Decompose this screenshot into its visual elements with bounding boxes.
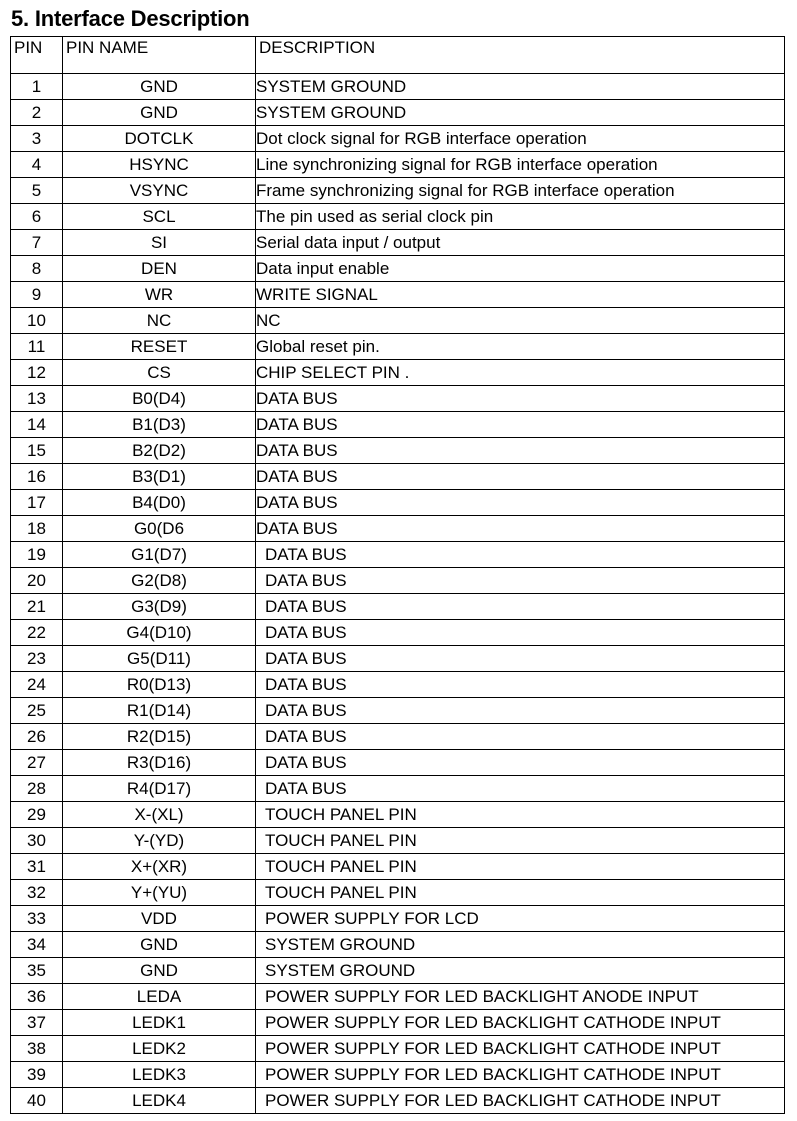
pin-description: Line synchronizing signal for RGB interface operation [256,152,785,178]
pin-name: B3(D1) [63,464,256,490]
pin-number: 4 [11,152,63,178]
table-row [11,1088,785,1114]
pin-name: G2(D8) [63,568,256,594]
pin-description: TOUCH PANEL PIN [256,802,785,828]
pin-description: DATA BUS [256,542,785,568]
table-row [11,828,785,854]
table-row [11,646,785,672]
pin-number: 2 [11,100,63,126]
table-row [11,308,785,334]
table-row [11,360,785,386]
pin-name: G0(D6 [63,516,256,542]
table-row [11,984,785,1010]
pin-number: 36 [11,984,63,1010]
pin-name: B1(D3) [63,412,256,438]
pin-description: DATA BUS [256,516,785,542]
table-row [11,100,785,126]
table-row [11,152,785,178]
table-row [11,776,785,802]
pin-number: 40 [11,1088,63,1114]
table-row [11,958,785,984]
table-row [11,672,785,698]
pin-name: RESET [63,334,256,360]
pin-description: DATA BUS [256,490,785,516]
pin-description: DATA BUS [256,672,785,698]
pin-name: Y+(YU) [63,880,256,906]
pin-description: NC [256,308,785,334]
pin-number: 22 [11,620,63,646]
table-row [11,750,785,776]
header-pin: PIN [11,37,63,74]
table-row [11,724,785,750]
pin-description: The pin used as serial clock pin [256,204,785,230]
pin-description: WRITE SIGNAL [256,282,785,308]
table-row [11,282,785,308]
pin-description: DATA BUS [256,568,785,594]
pin-name: NC [63,308,256,334]
pin-description: POWER SUPPLY FOR LED BACKLIGHT CATHODE INPUT [256,1062,785,1088]
table-row [11,542,785,568]
pin-description: DATA BUS [256,412,785,438]
pin-name: R3(D16) [63,750,256,776]
table-row [11,802,785,828]
pin-number: 21 [11,594,63,620]
pin-number: 18 [11,516,63,542]
pin-number: 38 [11,1036,63,1062]
table-row [11,464,785,490]
pin-description: DATA BUS [256,386,785,412]
pin-description: DATA BUS [256,620,785,646]
table-row [11,1062,785,1088]
header-description: DESCRIPTION [256,37,785,74]
table-row [11,74,785,100]
pin-number: 26 [11,724,63,750]
pin-description: DATA BUS [256,464,785,490]
table-row [11,230,785,256]
pin-description: DATA BUS [256,646,785,672]
pin-name: SCL [63,204,256,230]
pin-description: POWER SUPPLY FOR LED BACKLIGHT CATHODE INPUT [256,1088,785,1114]
table-row [11,256,785,282]
pin-name: LEDA [63,984,256,1010]
pin-description: POWER SUPPLY FOR LCD [256,906,785,932]
pin-description: SYSTEM GROUND [256,100,785,126]
pin-number: 37 [11,1010,63,1036]
pin-name: B0(D4) [63,386,256,412]
pin-number: 23 [11,646,63,672]
pin-number: 14 [11,412,63,438]
pin-number: 32 [11,880,63,906]
page-title: 5. Interface Description [11,6,250,31]
pin-name: B4(D0) [63,490,256,516]
pin-description: DATA BUS [256,698,785,724]
pin-description: TOUCH PANEL PIN [256,854,785,880]
pin-name: G5(D11) [63,646,256,672]
pin-number: 8 [11,256,63,282]
pin-number: 5 [11,178,63,204]
pin-number: 11 [11,334,63,360]
pin-number: 28 [11,776,63,802]
table-row [11,932,785,958]
table-row [11,204,785,230]
pin-number: 3 [11,126,63,152]
pin-description: DATA BUS [256,724,785,750]
pin-number: 1 [11,74,63,100]
pin-description: DATA BUS [256,438,785,464]
pin-description: Global reset pin. [256,334,785,360]
table-header-row [11,37,785,74]
pin-number: 24 [11,672,63,698]
pin-name: GND [63,958,256,984]
pin-name: R1(D14) [63,698,256,724]
pin-number: 31 [11,854,63,880]
pin-name: LEDK4 [63,1088,256,1114]
table-row [11,412,785,438]
pin-name: DEN [63,256,256,282]
table-row [11,490,785,516]
table-row [11,438,785,464]
pin-description: POWER SUPPLY FOR LED BACKLIGHT CATHODE INPUT [256,1010,785,1036]
pin-number: 29 [11,802,63,828]
table-row [11,906,785,932]
pin-number: 15 [11,438,63,464]
pin-number: 16 [11,464,63,490]
pin-number: 25 [11,698,63,724]
table-row [11,334,785,360]
pin-number: 39 [11,1062,63,1088]
pin-description: Frame synchronizing signal for RGB interface operation [256,178,785,204]
pin-name: HSYNC [63,152,256,178]
pin-name: R2(D15) [63,724,256,750]
table-row [11,1036,785,1062]
pin-number: 20 [11,568,63,594]
table-row [11,854,785,880]
pin-name: VDD [63,906,256,932]
table-row [11,880,785,906]
pin-number: 33 [11,906,63,932]
pin-number: 27 [11,750,63,776]
pin-name: WR [63,282,256,308]
table-row [11,1010,785,1036]
pin-description: POWER SUPPLY FOR LED BACKLIGHT CATHODE INPUT [256,1036,785,1062]
pin-name: Y-(YD) [63,828,256,854]
table-row [11,386,785,412]
pin-name: DOTCLK [63,126,256,152]
pin-name: SI [63,230,256,256]
pin-description: POWER SUPPLY FOR LED BACKLIGHT ANODE INPUT [256,984,785,1010]
pin-number: 12 [11,360,63,386]
pin-name: GND [63,74,256,100]
pin-number: 6 [11,204,63,230]
pin-name: GND [63,932,256,958]
table-row [11,126,785,152]
pin-description: SYSTEM GROUND [256,932,785,958]
pin-number: 17 [11,490,63,516]
pin-description: DATA BUS [256,750,785,776]
pin-description: TOUCH PANEL PIN [256,880,785,906]
pin-number: 10 [11,308,63,334]
pin-name: B2(D2) [63,438,256,464]
pin-name: GND [63,100,256,126]
pin-description: CHIP SELECT PIN . [256,360,785,386]
pin-description: SYSTEM GROUND [256,74,785,100]
pin-name: CS [63,360,256,386]
pin-description: Serial data input / output [256,230,785,256]
pin-name: X-(XL) [63,802,256,828]
pin-number: 7 [11,230,63,256]
pin-description: DATA BUS [256,776,785,802]
pin-name: G4(D10) [63,620,256,646]
pin-name: G3(D9) [63,594,256,620]
table-row [11,594,785,620]
pin-description: Dot clock signal for RGB interface operation [256,126,785,152]
pin-name: VSYNC [63,178,256,204]
table-row [11,568,785,594]
table-row [11,620,785,646]
header-pin-name: PIN NAME [63,37,256,74]
pin-name: R4(D17) [63,776,256,802]
pin-number: 30 [11,828,63,854]
table-row [11,516,785,542]
pin-number: 19 [11,542,63,568]
pin-description: Data input enable [256,256,785,282]
pin-name: G1(D7) [63,542,256,568]
pin-name: LEDK2 [63,1036,256,1062]
pin-number: 13 [11,386,63,412]
pin-name: R0(D13) [63,672,256,698]
interface-table [10,36,785,1114]
pin-number: 35 [11,958,63,984]
pin-number: 9 [11,282,63,308]
pin-name: LEDK1 [63,1010,256,1036]
table-row [11,698,785,724]
pin-description: SYSTEM GROUND [256,958,785,984]
pin-name: LEDK3 [63,1062,256,1088]
pin-description: DATA BUS [256,594,785,620]
pin-description: TOUCH PANEL PIN [256,828,785,854]
table-row [11,178,785,204]
pin-name: X+(XR) [63,854,256,880]
pin-number: 34 [11,932,63,958]
